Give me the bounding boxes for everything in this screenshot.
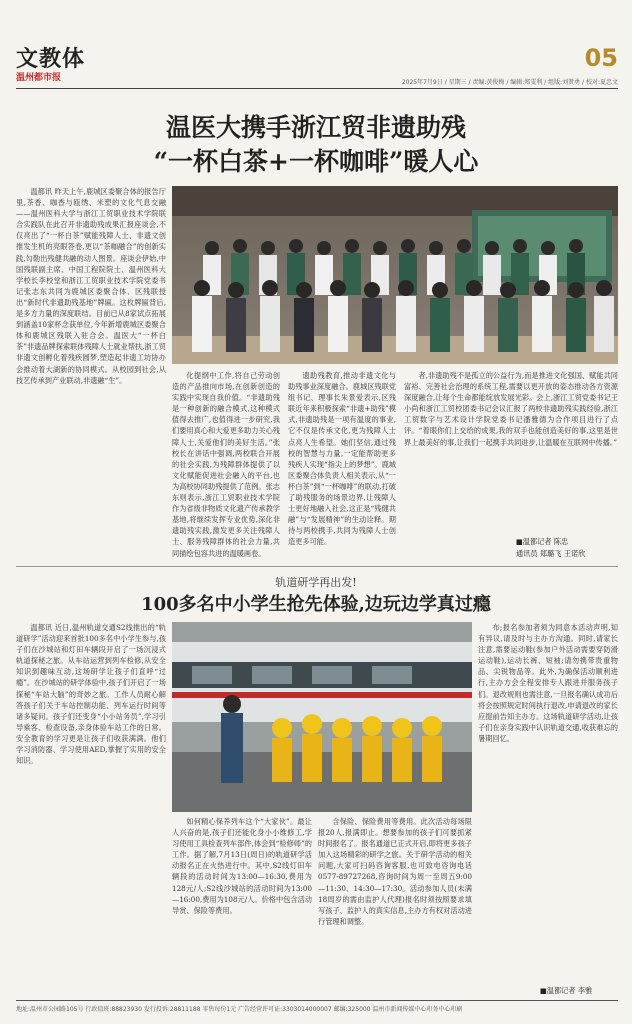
article2-col1-text: 温都讯 近日,温州轨道交通S2线推出的“轨道研学”活动迎来首批100多名中小学生参与,孩子们在沙城站和灯田车辆段开启了一场沉浸式轨道探秘之旅。从车站运营到列车检修,从安全知识到趣味互动,这场研学让孩子们直呼“过瘾”。在沙城站的研学体验中,孩子们开启了一场探秘“车站大脑”的奇妙之旅。工作人员耐心解答孩子们关于车站控制功能、列车运行时间等诸多疑问。孩子们还变身“小小站务员”,学习引导乘客、检查设备,亲身体验车站工作的日常。安全教育的学习更是让孩子们收获满满。他们学习消防器、学习使用AED,掌握了实用的安全知识。 — [16, 623, 166, 766]
footer-info: 地址:温州市公园路105号 行政值班:88823930 发行投诉:28811188 零售每份1元 广告经营许可证:3303014000007 邮编:325000 温州市新闻传媒中心印务中心印刷 — [16, 1006, 463, 1013]
article2-col3-text: 含保险、保险费用等费用。此次活动每场限报20人,报满即止。想要参加的孩子们可要抓紧时间报名了。报名通道已正式开启,即将更多孩子加入这场精彩的研学之旅。关于研学活动的相关问题,大家可扫码咨询客服,也可致电咨询电话0577-89727268,咨询时间为周一至周五9:00—11:30、14:30—17:30。活动参加人员(未满18周岁的需由监护人代理)报名时须按照要求填写孩子、监护人的真实信息,主办方有权对活动进行管理和调整。 — [318, 817, 472, 926]
article1-column-3 — [288, 370, 396, 560]
article2-title: 100多名中小学生抢先体验,边玩边学真过瘾 — [141, 594, 491, 615]
page-number: 05 — [584, 44, 618, 72]
section-title: 文教体 — [16, 46, 86, 72]
article1-column-2 — [172, 370, 280, 560]
article1-title-line2: “一杯白茶+一杯咖啡”暖人心 — [153, 147, 479, 176]
article2-column-3 — [318, 816, 472, 998]
article1-col1-text: 温都讯 昨天上午,鹿城区委聚合体的报告厅里,茶香、咖香与瓯绣、米塑的文化气息交融——温州医科大学与浙江工贸职业技术学院联合实践队在此召开非遗助残成果汇报座谈会,不仅亮出了“一杯白茶”赋能残障人士、非遗文创推发生机的亮眼答卷,更以“茶咖融合”的创新实践,勾勒出残健共融的动人图景。座谈会伊始,中国残联副主席、中国工程院院士、温州医科大学校长李校堂和浙江工贸职业技术学院党委书记张志东共同为鹿城区委聚合体、区残联授出“新时代非遗助残基地”牌匾。这枚牌匾背后,是多方力量的深度联结。目前已从8家试点拓展到涵盖10家杯念获单位,今年新增鹿城区委聚合体和鹿城区残联入驻合会。温医大“一杯白茶”非遗品牌探索联体残障人士就业帮扶,浙工贸非遗文创孵化着残疾圆梦,塑造起非遗工坊协办会推动着大湖新的协同模式。从校园到社会,从技艺传承到产业联动,非遗融“生”。 — [16, 187, 166, 385]
article1-column-1 — [16, 186, 166, 560]
article2-column-4 — [478, 622, 618, 982]
header-divider — [16, 88, 618, 89]
article-divider — [16, 566, 618, 567]
article1-byline-reporter: ■温都记者 陈忠 — [516, 537, 569, 546]
article1-title-line1: 温医大携手浙江贸非遗助残 — [165, 113, 466, 142]
article2-lead: 轨道研学再出发! — [275, 576, 357, 589]
article1-byline-correspondent: 通讯员 郑璐飞 王诺欣 — [516, 549, 586, 558]
editor-meta: 2025年7月9日 / 星期三 / 责编:黄俊梅 / 编辑:郑雯利 / 组版:刘贤勇 / 校对:夏忠文 — [401, 79, 618, 86]
brand-logo: 温州都市报 — [16, 73, 62, 83]
article1-column-4 — [404, 370, 618, 534]
article1-col4-text: 者,非遗助残不是孤立的公益行为,而是推进文化强国、赋能共同富裕、完善社会治理的系统工程,需要以更开放的姿态推动各方资源深度融合,让每个生命都能绽放发展光彩。会上,浙江工贸党委书记王小尚和浙江工贸校团委书记会议汇报了两校非遗助残实践经验,浙江工贸数字与艺术设计学院党委书记潘雅德为合作项目进行了点评。“着眼你们上交给的成果,我的双手也能创造美好的事,这里是世界上最美好的事,让我们一起携手共同进步,让温暖在互联网中传播。” — [404, 371, 618, 447]
article2-column-1 — [16, 622, 166, 998]
article2-column-2 — [172, 816, 312, 998]
train-kids-image — [172, 622, 472, 812]
footer-divider — [16, 1000, 618, 1001]
article2-col4-text: 布;报名参加者须为同意本活动声明,知有异议,请及时与主办方沟通。同时,请家长注意,需要运动鞋(参加户外活动需要穿防滑运动鞋),运动长裤、短袖;请勿携带贵重物品、尖锐物品等。此外,为确保活动顺利进行,主办方会全程安排专人跟进并服务孩子们。退改规则也需注意,一旦报名确认成功后将会按照规定时间执行退改,申请退改的家长应提前告知主办方。这场轨道研学活动,让孩子们在亲身实践中认识轨道交通,收获难忘的暑期回忆。 — [478, 623, 618, 743]
article2-byline: ■温都记者 李雅 — [540, 986, 593, 995]
article1-col2-text: 化提纲中工作,将自己劳动创造的产品推向市场,在创新创造的实践中实现自我价值。“非遗助残是一种创新的融合模式,这种模式值得去推广,也值得进一步研究,我们要用真心和大爱更多助力关心残障人士,关爱他们的美好生活。”张校长在讲话中强调,两校联合开展的社会实践,为残障群体提供了以文化赋能促进社会融入的平台,也为高校协同助残提供了范例。张志东则表示,浙江工贸职业技术学院作为省级非物质文化遗产传承教学基地,将继续发挥专业优势,深化非遗助残实践,激发更多关注残障人士、服务残障群体的社会力量,共同描绘包容共进的温暖画卷。 — [172, 371, 280, 558]
group-photo-image — [172, 186, 618, 364]
article1-col3-text: 遗助残教育,推动非遗文化与助残事业深度融合。鹿城区残联党组书记、理事长朱景爱表示,区残联近年来积极探索“非遗+助残”模式,非遗助残是一项有温度的事业,它不仅是传承文化,更为残障人士点亮人生希望。她们坚信,通过残校的智慧与力量,一定能帮助更多残疾人实现“指尖上的梦想”。鹿城区委聚合体负责人相关表示,从“一杯白茶”到“一杯咖啡”的联动,打破了助残服务的场景边界,让残障人士更好地融入社会,这正是“残健共融”与“发展精神”的生动诠释。期待与两校携手,共同为残障人士创造更多可能。 — [288, 371, 396, 547]
article2-photo — [172, 622, 472, 812]
article1-photo — [172, 186, 618, 364]
article2-col2-text: 如何精心保养列车这个“大家伙”。最让人兴奋的是,孩子们还能化身小小维修工,学习使用工具检查列车部件,体会到“检修师”的工作。据了解,7月13日(周日)的轨道研学活动报名正在火热进行中。其中,S2线灯田车辆段的活动时间为13:00—16:30,费用为128元/人;S2线沙城站的活动时间为13:00—16:00,费用为108元/人。价格中包含活动导赏、保险等费用。 — [172, 817, 312, 915]
